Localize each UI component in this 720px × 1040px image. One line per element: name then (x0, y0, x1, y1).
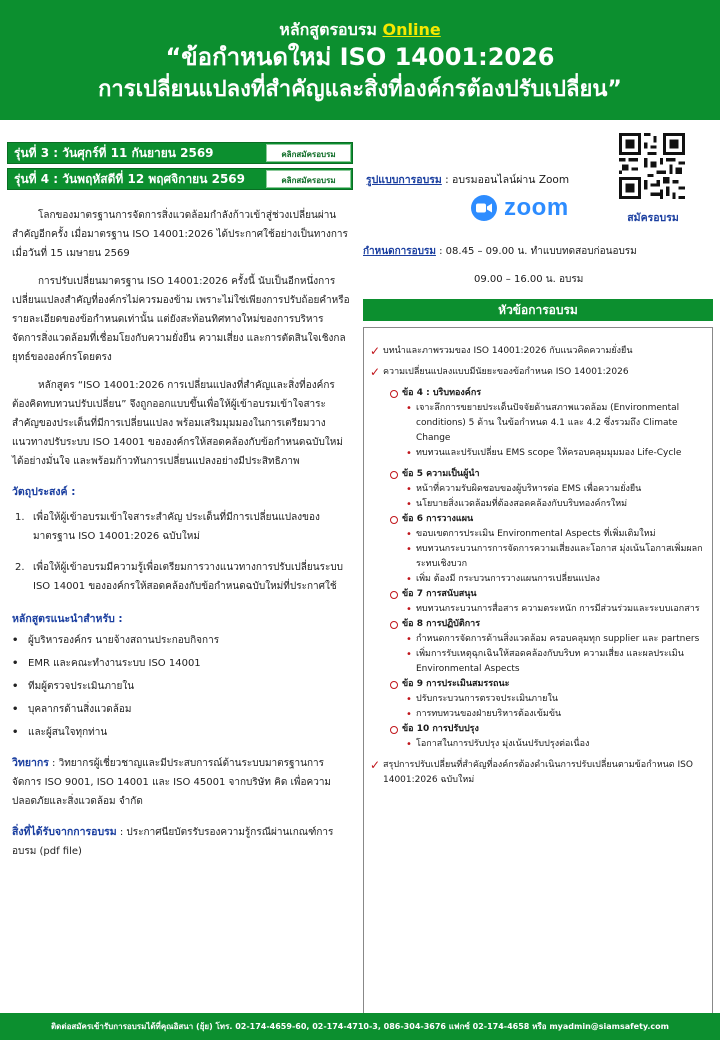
objectives-heading: วัตถุประสงค์ : (12, 486, 76, 498)
clause-item: • ขอบเขตการประเมิน Environmental Aspects ที่เพิ่มเติมใหม่ (406, 529, 656, 540)
bullet-icon: • (406, 634, 412, 645)
speaker (12, 754, 352, 811)
objective-item: 1. เพื่อให้ผู้เข้าอบรมเข้าใจสาระสำคัญ ประเด็นที่มีการเปลี่ยนแปลงของมาตรฐาน ISO 14001:2026 ฉบับใหม่ (15, 512, 320, 542)
clause-heading: ข้อ 7 การสนับสนุน (388, 587, 708, 602)
intro-paragraph: หลักสูตร “ISO 14001:2026 การเปลี่ยนแปลงที่สำคัญและสิ่งที่องค์กรต้องคิดทบทวนปรับเปลี่ยน” จึงถูกออกแบบขึ้นเพื่อให้ผู้เข้าอบรมเข้าใจสาระสำคัญของประเด็นที่มีการเปลี่ยนแปลง พร้อมเสริมมุมมองในการเตรียมวางแนวทางปรับระบบ ISO 14001 ขององค์กรให้สอดคล้องกับข้อกำหนดฉบับใหม่ได้อย่างมั่นใจ และพร้อมก้าวทันการเปลี่ยนแปลงอย่างมีประสิทธิภาพ (12, 380, 343, 467)
zoom-camera-icon (471, 195, 497, 221)
audience-list (12, 631, 352, 742)
session-row-4 (7, 168, 353, 190)
clause-item: • ทบทวนและปรับเปลี่ยน EMS scope ให้ครอบคลุมมุมมอง Life-Cycle (406, 448, 682, 459)
header-banner (0, 0, 720, 120)
bullet-icon: • (406, 403, 412, 414)
bullet-icon: • (12, 658, 19, 669)
clause-item: • โอกาสในการปรับปรุง มุ่งเน้นปรับปรุงต่อเนื่อง (406, 739, 590, 750)
clause-item: • การทบทวนของฝ่ายบริหารต้องเข้มข้น (406, 709, 562, 720)
contact-footer: ติดต่อสมัครเข้ารับการอบรมได้ที่คุณอิสนา (ยุ้ย) โทร. 02-174-4659-60, 02-174-4710-3, 086-304-3676 แฟกซ์ 02-174-4658 หรือ myadmin@siamsafety.com (0, 1013, 720, 1040)
check-icon: ✓ (370, 758, 381, 772)
qr-register-label[interactable]: สมัครอบรม (627, 212, 679, 224)
bullet-icon: • (406, 544, 412, 555)
clause-item: • ทบทวนกระบวนการการจัดการความเสี่ยงและโอกาส มุ่งเน้นโอกาสเพิ่มผลกระทบเชิงบวก (406, 544, 703, 569)
circle-bullet-icon (390, 591, 398, 599)
clause-heading: ข้อ 9 การประเมินสมรรถนะ (388, 677, 708, 692)
bullet-icon: • (12, 635, 19, 646)
objective-item: 2. เพื่อให้ผู้เข้าอบรมมีความรู้เพื่อเตรียมการวางแนวทางการปรับเปลี่ยนระบบ ISO 14001 ขององค์กรให้สอดคล้องกับข้อกำหนดฉบับใหม่ที่ประกาศใช้ (15, 562, 344, 592)
clause-heading: ข้อ 8 การปฏิบัติการ (388, 617, 708, 632)
topic-conclusion: ✓ สรุปการปรับเปลี่ยนที่สำคัญที่องค์กรต้องดำเนินการปรับเปลี่ยนตามข้อกำหนด ISO 14001:2026 ฉบับใหม่ (370, 758, 693, 785)
clause-heading: ข้อ 4 : บริบทองค์กร (388, 386, 708, 401)
course-type-line (0, 0, 720, 40)
bullet-icon: • (406, 739, 412, 750)
zoom-logo (471, 194, 569, 222)
register-button[interactable]: คลิกสมัครอบรม (266, 170, 351, 188)
training-format-value: : อบรมออนไลน์ผ่าน Zoom (441, 174, 570, 186)
topic-intro-item: ✓ ความเปลี่ยนแปลงแบบมีนัยยะของข้อกำหนด ISO 14001:2026 (370, 365, 629, 379)
topics-box (363, 327, 713, 1014)
clause-item: • ทบทวนกระบวนการสื่อสาร ความตระหนัก การมีส่วนร่วมและระบบเอกสาร (406, 604, 700, 615)
speaker-label: วิทยากร (12, 757, 49, 769)
benefit-text: : ประกาศนียบัตรรับรองความรู้กรณีผ่านเกณฑ์การอบรม (pdf file) (12, 827, 334, 857)
clause-heading: ข้อ 5 ความเป็นผู้นำ (388, 467, 708, 482)
register-button[interactable]: คลิกสมัครอบรม (266, 144, 351, 162)
online-badge: Online (382, 20, 441, 39)
clause-item: • ปรับกระบวนการตรวจประเมินภายใน (406, 694, 558, 705)
schedule (363, 244, 637, 259)
bullet-icon: • (12, 727, 19, 738)
audience-item: • ทีมผู้ตรวจประเมินภายใน (12, 677, 352, 696)
bullet-icon: • (406, 709, 412, 720)
benefit (12, 823, 352, 861)
zoom-wordmark: zoom (504, 194, 569, 221)
bullet-icon: • (12, 681, 19, 692)
circle-bullet-icon (390, 621, 398, 629)
course-type-label: หลักสูตรอบรม (279, 20, 383, 39)
intro-paragraph: โลกของมาตรฐานการจัดการสิ่งแวดล้อมกำลังก้าวเข้าสู่ช่วงเปลี่ยนผ่านสำคัญอีกครั้ง เมื่อมาตรฐาน ISO 14001:2026 ได้ประกาศใช้อย่างเป็นทางการ เมื่อวันที่ 15 เมษายน 2569 (12, 210, 348, 259)
clause-item: • เพิ่มการรับเหตุฉุกเฉินให้สอดคล้องกับบริบท ความเสี่ยง และผลประเมิน Environmental Aspects (406, 649, 684, 674)
clause-item: • เจาะลึกการขยายประเด็นปัจจัยด้านสภาพแวดล้อม (Environmental conditions) 5 ด้าน ในข้อกำหนด 4.1 และ 4.2 ซึ่งรวมถึง Climate Change (406, 403, 680, 443)
audience-item: • บุคลากรด้านสิ่งแวดล้อม (12, 700, 352, 719)
clause-item: • เพิ่ม ต้องมี กระบวนการวางแผนการเปลี่ยนแปลง (406, 574, 600, 585)
schedule-line-1: : 08.45 – 09.00 น. ทำแบบทดสอบก่อนอบรม (435, 246, 637, 257)
circle-bullet-icon (390, 681, 398, 689)
bullet-icon: • (406, 448, 412, 459)
qr-code-icon[interactable] (619, 133, 685, 199)
bullet-icon: • (12, 704, 19, 715)
audience-item: • EMR และคณะทำงานระบบ ISO 14001 (12, 654, 352, 673)
bullet-icon: • (406, 604, 412, 615)
bullet-icon: • (406, 574, 412, 585)
clause-item: • กำหนดการจัดการด้านสิ่งแวดล้อม ครอบคลุมทุก supplier และ partners (406, 634, 700, 645)
benefit-label: สิ่งที่ได้รับจากการอบรม (12, 826, 117, 838)
circle-bullet-icon (390, 390, 398, 398)
schedule-line-2: 09.00 – 16.00 น. อบรม (474, 274, 584, 285)
topics-heading: หัวข้อการอบรม (363, 299, 713, 321)
clause-item: • นโยบายสิ่งแวดล้อมที่ต้องสอดคล้องกับบริบทองค์กรใหม่ (406, 499, 628, 510)
speaker-text: : วิทยากรผู้เชี่ยวชาญและมีประสบการณ์ด้านระบบมาตรฐานการจัดการ ISO 9001, ISO 14001 และ ISO 45001 จากบริษัท คิด เพื่อความปลอดภัยและสิ่งแวดล้อม จำกัด (12, 758, 332, 807)
circle-bullet-icon (390, 516, 398, 524)
audience-heading: หลักสูตรแนะนำสำหรับ : (12, 613, 123, 625)
session-date: รุ่นที่ 4 : วันพฤหัสดีที่ 12 พฤศจิกายน 2569 (14, 172, 245, 186)
circle-bullet-icon (390, 471, 398, 479)
bullet-icon: • (406, 694, 412, 705)
schedule-label: กำหนดการอบรม (363, 246, 436, 257)
bullet-icon: • (406, 649, 412, 660)
clause-item: • หน้าที่ความรับผิดชอบของผู้บริหารต่อ EMS เพื่อความยั่งยืน (406, 484, 642, 495)
session-row-3 (7, 142, 353, 164)
training-format (366, 171, 569, 188)
audience-item: • และผู้สนใจทุกท่าน (12, 723, 352, 742)
course-title: “ข้อกำหนดใหม่ ISO 14001:2026 (165, 43, 555, 71)
objectives-list (15, 508, 352, 596)
course-subtitle: การเปลี่ยนแปลงที่สำคัญและสิ่งที่องค์กรต้องปรับเปลี่ยน” (98, 77, 622, 102)
check-icon: ✓ (370, 365, 381, 379)
topic-intro-item: ✓ บทนำและภาพรวมของ ISO 14001:2026 กับแนวคิดความยั่งยืน (370, 344, 633, 358)
bullet-icon: • (406, 499, 412, 510)
training-format-label: รูปแบบการอบรม (366, 174, 442, 186)
session-date: รุ่นที่ 3 : วันศุกร์ที่ 11 กันยายน 2569 (14, 146, 214, 160)
circle-bullet-icon (390, 726, 398, 734)
left-column (12, 206, 352, 861)
intro-paragraph: การปรับเปลี่ยนมาตรฐาน ISO 14001:2026 ครั้งนี้ นับเป็นอีกหนึ่งการเปลี่ยนแปลงสำคัญที่องค์กรไม่ควรมองข้าม เพราะไม่ใช่เพียงการปรับถ้อยคำหรือรายละเอียดของข้อกำหนดเท่านั้น แต่ยังสะท้อนทิศทางใหม่ของการบริหารจัดการสิ่งแวดล้อมที่เชื่อมโยงกับความยั่งยืน ความเสี่ยง และการตัดสินใจเชิงกลยุทธ์ขององค์กรโดยตรง (12, 276, 350, 363)
bullet-icon: • (406, 529, 412, 540)
clause-heading: ข้อ 6 การวางแผน (388, 512, 708, 527)
clause-heading: ข้อ 10 การปรับปรุง (388, 722, 708, 737)
bullet-icon: • (406, 484, 412, 495)
audience-item: • ผู้บริหารองค์กร นายจ้างสถานประกอบกิจการ (12, 631, 352, 650)
check-icon: ✓ (370, 344, 381, 358)
